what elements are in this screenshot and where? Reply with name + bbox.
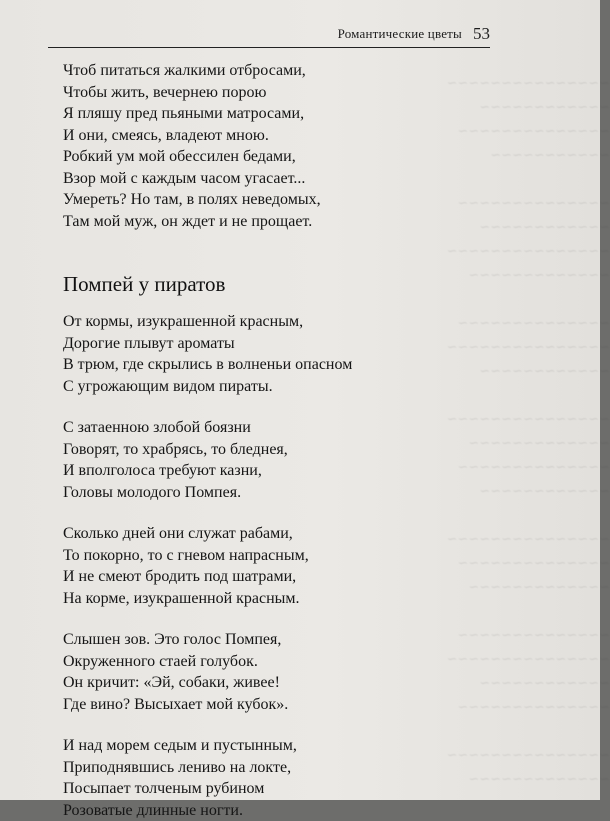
stanza-previous-poem-ending <box>63 60 393 232</box>
verse-line: Чтоб питаться жалкими отбросами, <box>63 60 393 82</box>
verse-line: В трюм, где скрылись в волненьи опасном <box>63 354 393 376</box>
verse-line: Головы молодого Помпея. <box>63 482 393 504</box>
page-body <box>63 60 393 821</box>
verse-line: Где вино? Высыхает мой кубок». <box>63 694 393 716</box>
verse-line: Слышен зов. Это голос Помпея, <box>63 629 393 651</box>
stanza <box>63 523 393 609</box>
verse-line: Дорогие плывут ароматы <box>63 333 393 355</box>
verse-line: Говорят, то храбрясь, то бледнея, <box>63 439 393 461</box>
verse-line: Приподнявшись лениво на локте, <box>63 757 393 779</box>
verse-line: Робкий ум мой обессилен бедами, <box>63 146 393 168</box>
verse-line: Взор мой с каждым часом угасает... <box>63 168 393 190</box>
stanza <box>63 417 393 503</box>
verse-line: И не смеют бродить под шатрами, <box>63 566 393 588</box>
running-title: Романтические цветы <box>338 26 462 42</box>
running-header <box>48 25 490 48</box>
verse-line: И над морем седым и пустынным, <box>63 735 393 757</box>
verse-line: Окруженного стаей голубок. <box>63 651 393 673</box>
verse-line: Посыпает толченым рубином <box>63 778 393 800</box>
verse-line: И они, смеясь, владеют мною. <box>63 125 393 147</box>
poem-title: Помпей у пиратов <box>63 272 393 296</box>
stanza <box>63 311 393 397</box>
verse-line: Розоватые длинные ногти. <box>63 800 393 821</box>
verse-line: И вполголоса требуют казни, <box>63 460 393 482</box>
verse-line: Там мой муж, он ждет и не прощает. <box>63 211 393 233</box>
show-through-text: ~~~~~~~~~~~~~~~ ~~~~~~~~~~~~ ~~~~~~~~~~~~~~ ~~~~~~~~~~~ ~~~~~~~~~~~~~~ ~~~~~~~~~~~~ ~~~~~~~~~~~~~~~ ~~~~~~~~~~~~~ ~~~~~~~~~~~~~~ ~~~~~~~~~~~~~~~ ~~~~~~~~~~~~ ~~~~~~~~~~~~~~~ ~~~~~~~~~~~~~ ~~~~~~~~~~~~~~ ~~~~~~~~~~~~ ~~~~~~~~~~~~~~~ ~~~~~~~~~~~~~~ ~~~~~~~~~~~~~ ~~~~~~~~~~~~~~ ~~~~~~~~~~~~~~~ ~~~~~~~~~~~~ ~~~~~~~~~~~~~~ ~~~~~~~~~~~~~~~ ~~~~~~~~~~~~~ <box>450 0 610 800</box>
verse-line: То покорно, то с гневом напрасным, <box>63 545 393 567</box>
stanza <box>63 629 393 715</box>
verse-line: Он кричит: «Эй, собаки, живее! <box>63 672 393 694</box>
verse-line: С угрожающим видом пираты. <box>63 376 393 398</box>
verse-line: С затаенною злобой боязни <box>63 417 393 439</box>
verse-line: Чтобы жить, вечернею порою <box>63 82 393 104</box>
stanza <box>63 735 393 821</box>
verse-line: На корме, изукрашенной красным. <box>63 588 393 610</box>
verse-line: Сколько дней они служат рабами, <box>63 523 393 545</box>
verse-line: От кормы, изукрашенной красным, <box>63 311 393 333</box>
page-number: 53 <box>473 24 490 44</box>
verse-line: Умереть? Но там, в полях неведомых, <box>63 189 393 211</box>
verse-line: Я пляшу пред пьяными матросами, <box>63 103 393 125</box>
